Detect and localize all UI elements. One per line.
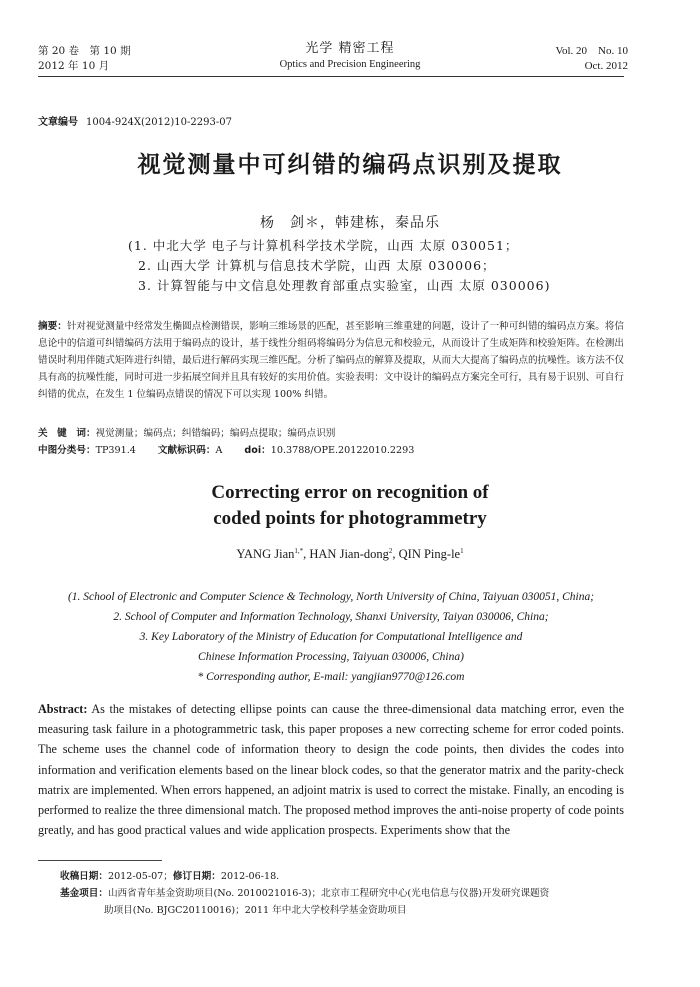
header-vol-issue-en: Vol. 20 No. 10 xyxy=(555,45,628,57)
article-id-value: 1004-924X(2012)10-2293-07 xyxy=(86,117,232,128)
header-date-en: Oct. 2012 xyxy=(584,60,628,72)
header-volume-info-en xyxy=(555,44,628,74)
clc-label: 中图分类号： xyxy=(38,445,96,456)
paper-title-en-line-1: Correcting error on recognition of xyxy=(211,482,489,503)
funding-line-2: 助项目(No. BJGC20110016)；2011 年中北大学校科学基金资助项目 xyxy=(104,905,407,916)
header-divider xyxy=(38,76,624,77)
corresponding-author: * Corresponding author, E-mail: yangjian9770@126.com xyxy=(197,671,465,683)
abstract-en-text: As the mistakes of detecting ellipse points can cause the three-dimensional data matching error, even the measuring task failure in a photogrammetric task, this paper proposes a new correcting scheme for error coded points. The scheme uses the channel code of information theory to design the code points, then divides the codes into information and verification elements based on the linear block codes, so that the generator matrix and the parity-check matrix are implemented. When errors happened, an adjoint matrix is used to correct the mistake. Finally, an encoding is performed to realize the three dimensional match. The proposed method improves the anti-noise property of code points greatly, and has good practical values and wide application prospects. Experiments show that the xyxy=(38,702,625,838)
doi-label: doi： xyxy=(244,445,271,456)
author-2-sup: 2 xyxy=(388,547,393,555)
author-2: HAN Jian-dong xyxy=(309,547,389,562)
abstract-cn xyxy=(38,318,624,403)
article-id-label: 文章编号 xyxy=(38,117,78,128)
author-1: YANG Jian xyxy=(236,547,295,562)
dates-line xyxy=(60,868,624,885)
article-id xyxy=(38,113,232,128)
affiliation-en-3-cont: Chinese Information Processing, Taiyuan 030006, China) xyxy=(198,651,464,663)
doi-value: 10.3788/OPE.20122010.2293 xyxy=(270,445,415,456)
affiliation-cn-2: 2. 山西大学 计算机与信息技术学院，山西 太原 030006； xyxy=(138,258,496,273)
received-label: 收稿日期： xyxy=(60,871,108,882)
authors-cn: 杨 剑＊，韩建栋，秦品乐 xyxy=(260,215,440,231)
affiliations-en xyxy=(38,587,624,687)
affiliation-en-2: 2. School of Computer and Information Technology, Shanxi University, Taiyan 030006, China; xyxy=(113,611,549,623)
received-date: 2012-05-07； xyxy=(107,871,173,882)
footnote-divider xyxy=(38,860,162,861)
affiliation-cn-1: (1. 中北大学 电子与计算机科学技术学院，山西 太原 030051； xyxy=(128,238,519,253)
revised-label: 修订日期： xyxy=(172,871,221,882)
authors-en: YANG Jian$^{1,*}$, HAN Jian-dong$^2$, QIN Ping-$le^1$ xyxy=(236,547,464,562)
abstract-cn-text: 针对视觉测量中经常发生椭圆点检测错误，影响三维场景的匹配，甚至影响三维重建的问题，设计了一种可纠错的编码点方案。将信息论中的信道可纠错编码方法用于编码点的设计，基于线性分组码将编码分为信息元和校验元，从而设计了生成矩阵和校验矩阵。在检测出错误时利用伴随式矩阵进行纠错，最后进行解码实现三维匹配。分析了编码点的解算及提取，从而大大提高了编码点的抗噪性。该方法不仅具有高的抗噪性能，同时可进一步拓展空间并且具有较好的实用价值。实验表明：文中设计的编码点方案完全可行，具有易于识别、可自行纠错的优点，在发生 1 位编码点错误的情况下可以实现 100% 纠错。 xyxy=(38,321,625,400)
paper-title-en xyxy=(0,480,700,532)
affiliation-cn-3: 3. 计算智能与中文信息处理教育部重点实验室，山西 太原 030006) xyxy=(138,278,551,293)
affiliation-en-3: 3. Key Laboratory of the Ministry of Education for Computational Intelligence and xyxy=(139,631,523,643)
keywords-text: 视觉测量；编码点；纠错编码；编码点提取；编码点识别 xyxy=(95,428,336,439)
affiliations-cn xyxy=(128,236,550,296)
doc-code-value: A xyxy=(215,445,223,456)
affiliation-en-1: (1. School of Electronic and Computer Science & Technology, North University of China, Taiyuan 030051, China; xyxy=(67,591,595,603)
author-1-sup: 1,* xyxy=(294,547,304,555)
footnotes xyxy=(60,868,624,919)
classification-line xyxy=(38,442,414,456)
header-vol-issue-cn: 第 20 卷 第 10 期 xyxy=(38,45,131,57)
keywords-cn xyxy=(38,425,335,439)
funding-label: 基金项目： xyxy=(60,888,108,899)
doc-code-label: 文献标识码： xyxy=(157,445,216,456)
journal-title-cn: 光学 精密工程 xyxy=(305,41,395,56)
abstract-en-label: Abstract: xyxy=(38,702,88,716)
abstract-en xyxy=(38,699,624,840)
header-date-cn: 2012 年 10 月 xyxy=(38,60,110,72)
journal-title-en: Optics and Precision Engineering xyxy=(279,59,421,70)
author-3: QIN Ping-le xyxy=(398,547,461,562)
keywords-label: 关 键 词： xyxy=(38,428,96,439)
paper-title-en-line-2: coded points for photogrammetry xyxy=(213,508,487,529)
funding-line xyxy=(60,885,624,902)
revised-date: 2012-06-18. xyxy=(220,871,280,882)
author-3-sup: 1 xyxy=(460,547,464,555)
clc-value: TP391.4 xyxy=(95,445,136,456)
abstract-cn-label: 摘要： xyxy=(38,321,67,332)
paper-title-cn: 视觉测量中可纠错的编码点识别及提取 xyxy=(137,152,563,178)
funding-text-1: 山西省青年基金资助项目(No. 2010021016-3)；北京市工程研究中心(光电信息与仪器)开发研究课题资 xyxy=(107,888,550,899)
